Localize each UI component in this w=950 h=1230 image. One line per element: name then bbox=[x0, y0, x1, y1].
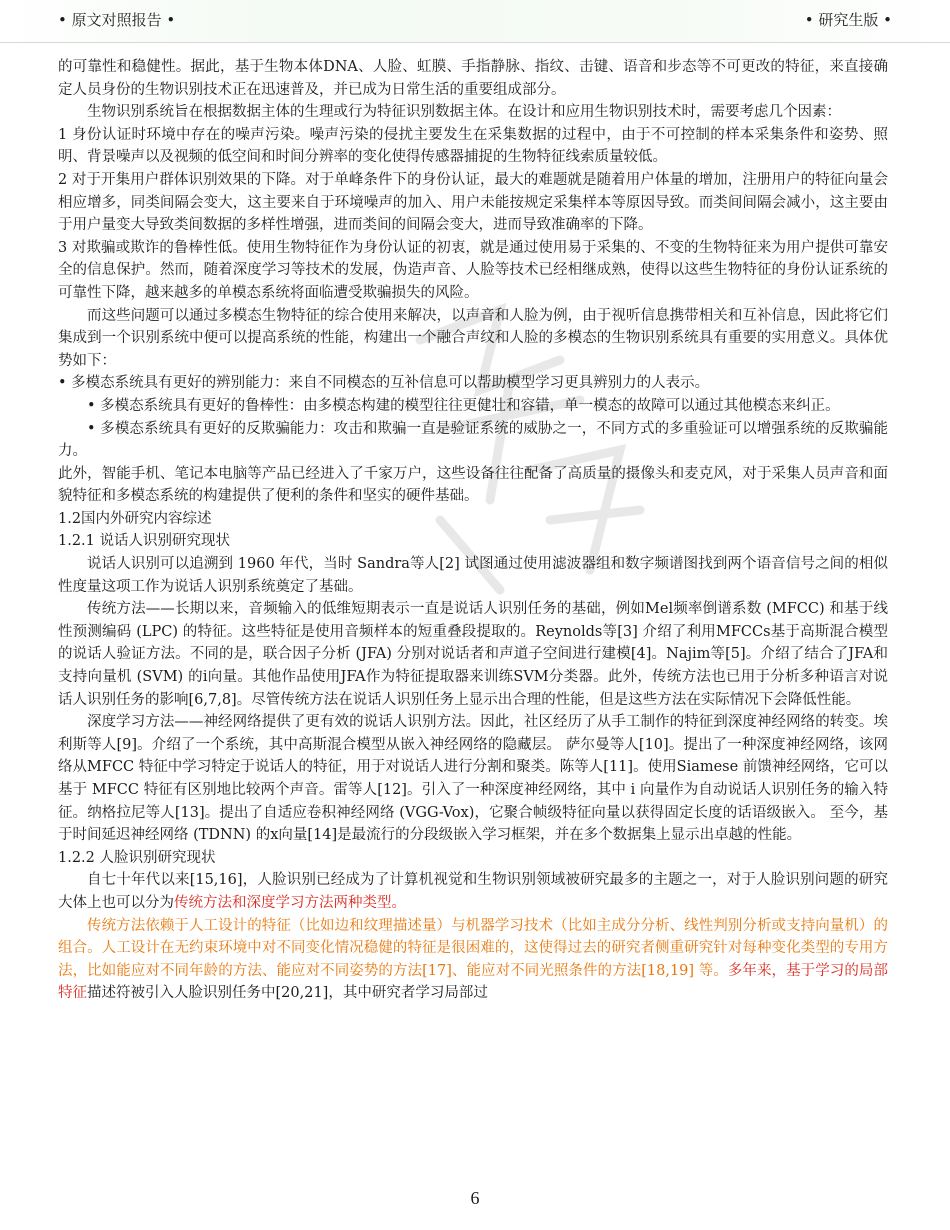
bullet-item: • 多模态系统具有更好的鲁棒性：由多模态构建的模型往往更健壮和容错，单一模态的故障可以通过其他模态来纠正。 bbox=[87, 397, 840, 414]
paragraph: 传统方法——长期以来，音频输入的低维短期表示一直是说话人识别任务的基础，例如Mel频率倒谱系数 (MFCC) 和基于线性预测编码 (LPC) 的特征。这些特征是使用音频样本的短重叠段提取的。Reynolds等[3] 介绍了利用MFCCs基于高斯混合模型的说话人验证方法。不同的是，联合因子分析 (JFA) 分别对说话者和声道子空间进行建模[4]。Najim等[5]。介绍了结合了JFA和支持向量机 (SVM) 的i向量。其他作品使用JFA作为特征提取器来训练SVM分类器。此外，传统方法也已用于分析多种语言对说话人识别任务的影响[6,7,8]。尽管传统方法在说话人识别任务上显示出合理的性能，但是这些方法在实际情况下会降低性能。 bbox=[58, 601, 888, 708]
paragraph: 的可靠性和稳健性。据此，基于生物本体DNA、人脸、虹膜、手指静脉、指纹、击键、语音和步态等不可更改的特征，来直接确定人员身份的生物识别技术正在迅速普及，并已成为日常生活的重要组成部分。 bbox=[58, 59, 888, 98]
bullet-item: • 多模态系统具有更好的辨别能力：来自不同模态的互补信息可以帮助模型学习更具辨别力的人表示。 bbox=[58, 375, 710, 392]
document-body bbox=[58, 56, 888, 1005]
highlighted-text: 多年来，基于学习的局部特征 bbox=[58, 962, 888, 1002]
text-span: 自七十年代以来[15,16]，人脸识别已经成为了计算机视觉和生物识别领域被研究最多的主题之一，对于人脸识别问题的研究大体上也可以分为 bbox=[58, 872, 888, 911]
paragraph: 生物识别系统旨在根据数据主体的生理或行为特征识别数据主体。在设计和应用生物识别技术时，需要考虑几个因素： bbox=[87, 104, 841, 121]
paragraph: 说话人识别可以追溯到 1960 年代，当时 Sandra等人[2] 试图通过使用滤波器组和数字频谱图找到两个语音信号之间的相似性度量这项工作为说话人识别系统奠定了基础。 bbox=[58, 556, 888, 595]
highlighted-text: 传统方法依赖于人工设计的特征（比如边和纹理描述量）与机器学习技术（比如主成分分析、线性判别分析或支持向量机）的组合。人工设计在无约束环境中对不同变化情况稳健的特征是很困难的，这使得过去的研究者侧重研究针对每种变化类型的专用方法，比如能应对不同年龄的方法、能应对不同姿势的方法[17]、能应对不同光照条件的方法[18,19] 等。 bbox=[58, 917, 888, 979]
subsection-heading: 1.2.2 人脸识别研究现状 bbox=[58, 849, 216, 866]
list-item: 3 对欺骗或欺诈的鲁棒性低。使用生物特征作为身份认证的初衷，就是通过使用易于采集的、不变的生物特征来为用户提供可靠安全的信息保护。然而，随着深度学习等技术的发展，伪造声音、人脸等技术已经相继成熟，使得以这些生物特征的身份认证系统的可靠性下降，越来越多的单模态系统将面临遭受欺骗损失的风险。 bbox=[58, 239, 888, 301]
list-item: 2 对于开集用户群体识别效果的下降。对于单峰条件下的身份认证，最大的难题就是随着用户体量的增加，注册用户的特征向量会相应增多，同类间隔会变大，这主要来自于环境噪声的加入、用户未能按规定采集样本等原因导致。而类间间隔会减小，这主要由于用户量变大导致类间数据的多样性增强，进而类间的间隔会变大，进而导致准确率的下降。 bbox=[58, 171, 888, 234]
bullet-item: • 多模态系统具有更好的反欺骗能力：攻击和欺骗一直是验证系统的威胁之一，不同方式的多重验证可以增强系统的反欺骗能力。 bbox=[58, 420, 888, 460]
header-right-label: • 研究生版 • bbox=[804, 11, 892, 29]
text-span: 描述符被引入人脸识别任务中[20,21]，其中研究者学习局部过 bbox=[87, 985, 488, 1002]
header-left-label: • 原文对照报告 • bbox=[58, 11, 176, 29]
paragraph bbox=[58, 869, 888, 914]
list-item: 1 身份认证时环境中存在的噪声污染。噪声污染的侵扰主要发生在采集数据的过程中，由于不可控制的样本采集条件和姿势、照明、背景噪声以及视频的低空间和时间分辨率的变化使得传感器捕捉的生物特征线索质量较低。 bbox=[58, 126, 888, 166]
paragraph: 而这些问题可以通过多模态生物特征的综合使用来解决，以声音和人脸为例，由于视听信息携带相关和互补信息，因此将它们集成到一个识别系统中便可以提高系统的性能，构建出一个融合声纹和人脸的多模态的生物识别系统具有重要的实用意义。具体优势如下： bbox=[58, 307, 888, 369]
paragraph: 此外，智能手机、笔记本电脑等产品已经进入了千家万户，这些设备往往配备了高质量的摄像头和麦克风，对于采集人员声音和面貌特征和多模态系统的构建提供了便利的条件和坚实的硬件基础。 bbox=[58, 465, 888, 505]
page-header bbox=[0, 0, 950, 43]
section-heading: 1.2国内外研究内容综述 bbox=[58, 510, 212, 527]
highlighted-text: 传统方法和深度学习方法两种类型。 bbox=[174, 894, 406, 911]
page-number: 6 bbox=[470, 1188, 480, 1208]
subsection-heading: 1.2.1 说话人识别研究现状 bbox=[58, 533, 231, 550]
paragraph bbox=[58, 915, 888, 1005]
paragraph: 深度学习方法——神经网络提供了更有效的说话人识别方法。因此，社区经历了从手工制作的特征到深度神经网络的转变。埃利斯等人[9]。介绍了一个系统，其中高斯混合模型从嵌入神经网络的隐藏层。 萨尔曼等人[10]。提出了一种深度神经网络，该网络从MFCC 特征中学习特定于说话人的特征，用于对说话人进行分割和聚类。陈等人[11]。使用Siamese 前馈神经网络，它可以基于 MFCC 特征有区别地比较两个声音。雷等人[12]。引入了一种深度神经网络，其中 i 向量作为自动说话人识别任务的输入特征。纳格拉尼等人[13]。提出了自适应卷积神经网络 (VGG-Vox)，它聚合帧级特征向量以获得固定长度的话语级嵌入。 至今，基于时间延迟神经网络 (TDNN) 的x向量[14]是最流行的分段级嵌入学习框架，并在多个数据集上显示出卓越的性能。 bbox=[58, 714, 888, 844]
